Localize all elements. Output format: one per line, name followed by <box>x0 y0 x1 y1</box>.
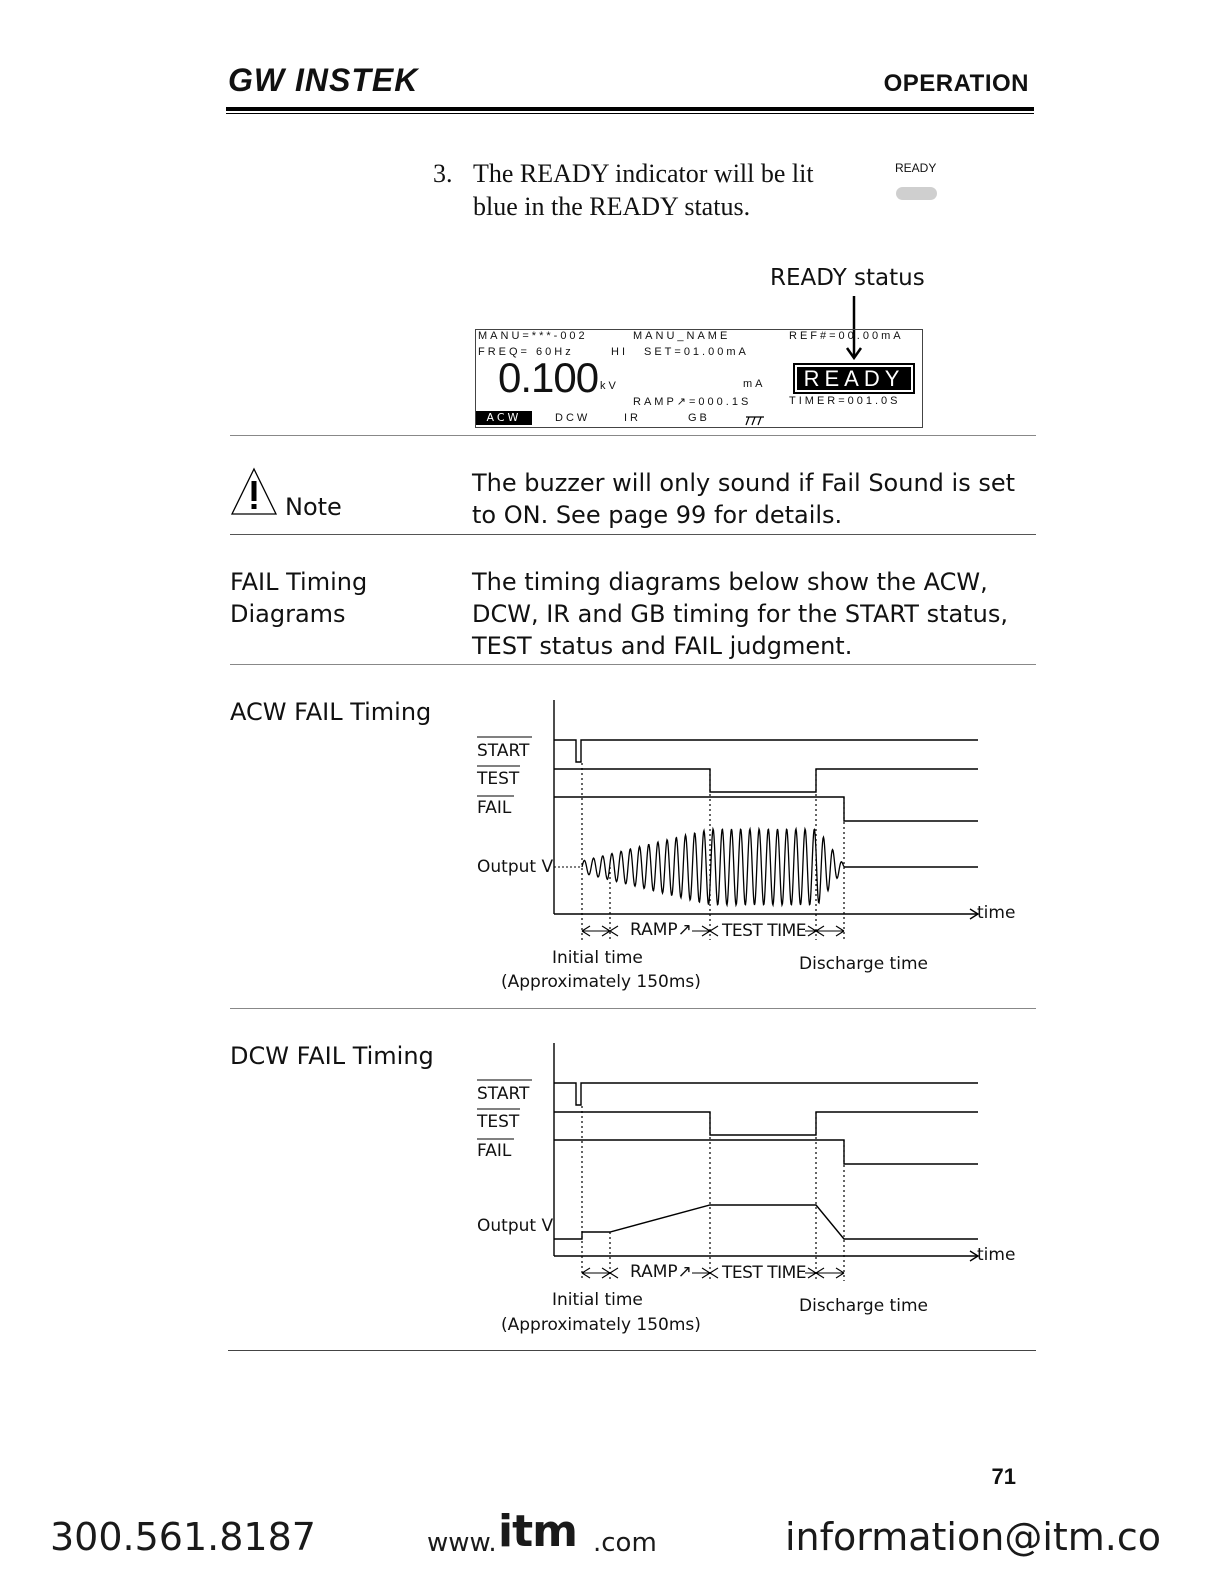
lcd-ref: REF#=00.00mA <box>789 330 904 342</box>
dcw-timing-diagram <box>470 1038 990 1288</box>
ready-indicator-icon <box>896 187 937 200</box>
step-3 <box>433 157 863 223</box>
acw-output-label: Output V <box>477 857 554 877</box>
acw-start-label: START <box>477 741 530 761</box>
lcd-tab-gb: GB <box>688 412 710 424</box>
divider <box>228 1350 1036 1351</box>
step-text: The READY indicator will be lit blue in the READY status. <box>473 159 814 221</box>
divider <box>230 435 1036 436</box>
dcw-test-time-label: TEST TIME <box>722 1263 807 1283</box>
dcw-ramp-label: RAMP↗ <box>630 1262 692 1282</box>
acw-fail-label: FAIL <box>477 798 512 818</box>
dcw-test-label: TEST <box>477 1112 520 1132</box>
ready-indicator-label: READY <box>895 161 937 175</box>
acw-test-time-label: TEST TIME <box>722 921 807 941</box>
lcd-manu-name: MANU_NAME <box>633 330 731 342</box>
lcd-tab-ir: IR <box>624 412 641 424</box>
header-rule-thin <box>226 113 1034 114</box>
lcd-tab-dcw: DCW <box>555 412 591 424</box>
lcd-ready-text: READY <box>797 367 911 390</box>
divider <box>230 664 1036 665</box>
dcw-time-label: time <box>977 1245 1016 1265</box>
fail-timing-label: FAIL Timing Diagrams <box>230 568 368 628</box>
footer-dotcom: .com <box>593 1528 657 1558</box>
fail-timing-text: The timing diagrams below show the ACW, DCW, IR and GB timing for the START status, TEST status and FAIL judgment. <box>472 568 1008 660</box>
acw-test-label: TEST <box>477 769 520 789</box>
divider <box>230 534 1036 535</box>
acw-initial-time: Initial time <box>552 948 643 968</box>
acw-approx: (Approximately 150ms) <box>501 972 701 992</box>
lcd-ramp: RAMP↗=000.1S <box>633 396 752 408</box>
ground-icon <box>744 414 766 426</box>
lcd-voltage: 0.100 <box>498 354 599 401</box>
acw-timing-diagram <box>470 695 990 945</box>
page-number: 71 <box>991 1464 1016 1489</box>
footer-www: www. <box>427 1528 497 1558</box>
dcw-approx: (Approximately 150ms) <box>501 1315 701 1335</box>
dcw-start-label: START <box>477 1084 530 1104</box>
dcw-fail-timing-label: DCW FAIL Timing <box>230 1042 434 1070</box>
header-rule <box>226 107 1034 111</box>
divider <box>230 1008 1036 1009</box>
lcd-freq: FREQ= 60Hz <box>478 346 574 358</box>
acw-time-label: time <box>977 903 1016 923</box>
dcw-discharge: Discharge time <box>799 1296 928 1316</box>
lcd-screen <box>475 329 923 428</box>
ready-status-label: READY status <box>770 265 925 291</box>
lcd-kv-unit: kV <box>600 380 619 392</box>
note-label: Note <box>285 493 342 521</box>
lcd-set: SET=01.00mA <box>644 346 749 358</box>
lcd-tab-acw: ACW <box>476 411 532 425</box>
footer-email: information@itm.co <box>785 1515 1162 1559</box>
brand-logo: GW INSTEK <box>228 62 419 98</box>
lcd-timer: TIMER=001.0S <box>789 395 901 407</box>
acw-ramp-label: RAMP↗ <box>630 920 692 940</box>
acw-discharge: Discharge time <box>799 954 928 974</box>
dcw-fail-label: FAIL <box>477 1141 512 1161</box>
acw-fail-timing-label: ACW FAIL Timing <box>230 698 432 726</box>
dcw-output-label: Output V <box>477 1216 554 1236</box>
footer-brand-logo: itm <box>498 1506 577 1557</box>
lcd-manu: MANU=***-002 <box>478 330 588 342</box>
lcd-ma-unit: mA <box>743 378 766 390</box>
lcd-hi: HI <box>611 346 628 358</box>
dcw-initial-time: Initial time <box>552 1290 643 1310</box>
section-title: OPERATION <box>883 70 1029 97</box>
footer-phone: 300.561.8187 <box>50 1515 316 1559</box>
note-text: The buzzer will only sound if Fail Sound is set to ON. See page 99 for details. <box>472 469 1015 529</box>
warning-icon <box>230 467 278 517</box>
lcd-ready-box <box>793 363 915 394</box>
step-number: 3. <box>433 159 453 188</box>
